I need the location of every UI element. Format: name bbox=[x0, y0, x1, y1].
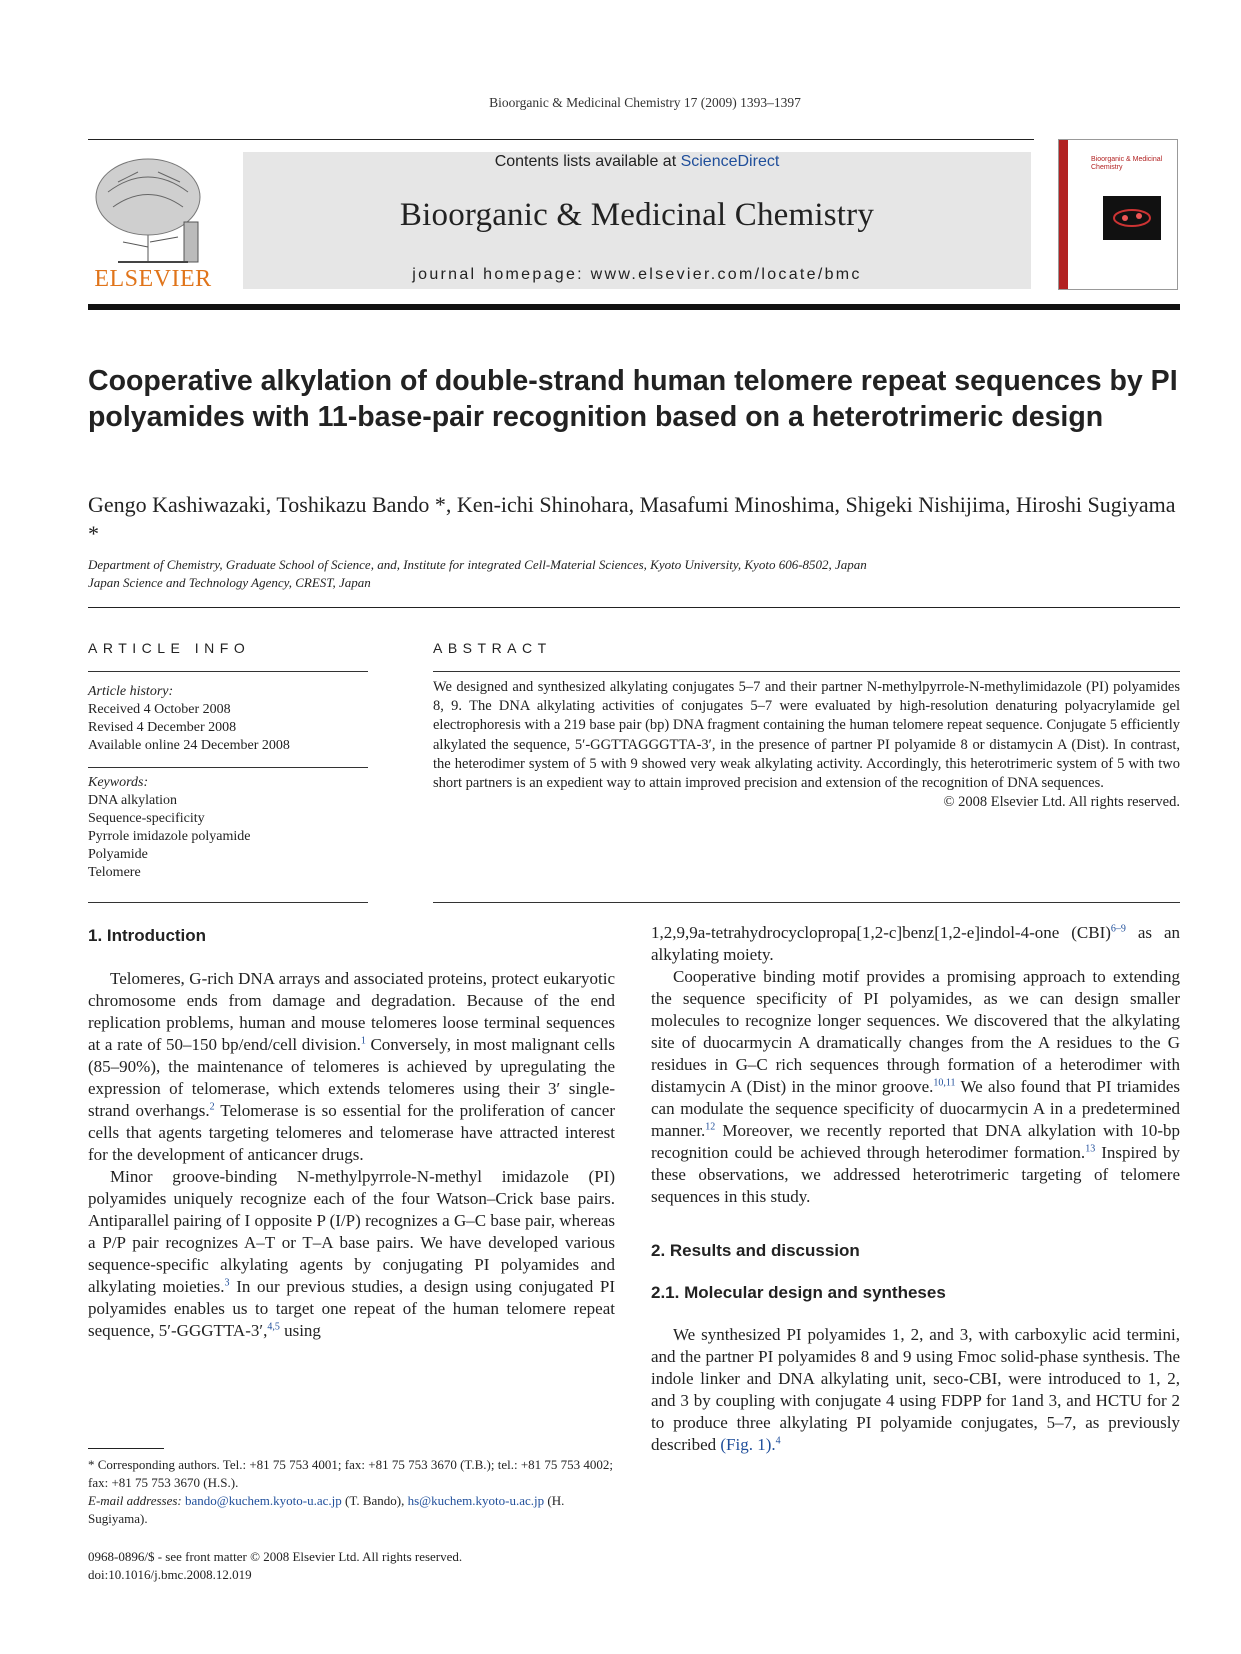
affiliation-1: Department of Chemistry, Graduate School of Science, and, Institute for integrated Cell-Material Sciences, Kyoto University, Kyoto 606-8502, Japan bbox=[88, 557, 867, 572]
journal-title: Bioorganic & Medicinal Chemistry bbox=[399, 197, 875, 233]
intro-paragraph-3: Cooperative binding motif provides a promising approach to extending the sequence specificity of PI polyamides, as we can design smaller molecules to recognize longer sequences. We discovered that the alkylating site of duocarmycin A dramatically changes from the A residues to the G residues in G–C rich sequences through formation of a heterodimer with distamycin A (Dist) in the minor groove.$^{10,11}$ We also found that PI triamides can modulate the sequence specificity of duocarmycin A in a predetermined manner.$^{12}$ Moreover, we recently reported that DNA alkylation with 10-bp recognition could be achieved through heterodimer formation.$^{13}$ Inspired by these observations, we addressed heterotrimeric targeting of telomere sequences in this study. bbox=[651, 967, 1180, 1206]
email-link-sugiyama[interactable]: hs@kuchem.kyoto-u.ac.jp bbox=[407, 1493, 545, 1508]
article-info-heading: ARTICLE INFO bbox=[88, 640, 251, 656]
corresponding-authors: * Corresponding authors. Tel.: +81 75 753 4001; fax: +81 75 753 3670 (T.B.); tel.: +81 75 753 4002; fax: +81 75 753 3670 (H.S.). bbox=[88, 1457, 614, 1490]
ref-link[interactable]: 4,5 bbox=[267, 1321, 280, 1333]
email-link-bando[interactable]: bando@kuchem.kyoto-u.ac.jp bbox=[185, 1493, 342, 1508]
abstract-rule-bottom bbox=[433, 902, 1180, 903]
keyword-item: DNA alkylation bbox=[88, 793, 178, 808]
intro-paragraph-2: Minor groove-binding N-methylpyrrole-N-methyl imidazole (PI) polyamides uniquely recognize each of the four Watson–Crick base pairs. Antiparallel pairing of I opposite P (I/P) recognizes a G–C base pair, whereas a P/P pair recognizes A–T or T–A base pairs. We have developed various sequence-specific alkylating agents by conjugating PI polyamides and alkylating moieties.$^3$ In our previous studies, a design using conjugated PI polyamides enables us to target one repeat of the human telomere repeat sequence, 5′-GGGTTA-3′,$^{4,5}$ using bbox=[88, 1167, 615, 1340]
keyword-item: Pyrrole imidazole polyamide bbox=[88, 829, 251, 844]
keyword-item: Telomere bbox=[88, 865, 141, 880]
figure-1-link[interactable]: (Fig. 1). bbox=[720, 1435, 776, 1454]
sciencedirect-link[interactable]: ScienceDirect bbox=[680, 153, 780, 170]
introduction-heading: 1. Introduction bbox=[88, 926, 207, 945]
author-list: Gengo Kashiwazaki, Toshikazu Bando *, Ken-ichi Shinohara, Masafumi Minoshima, Shigeki Nishijima, Hiroshi Sugiyama * bbox=[88, 492, 1176, 546]
ref-link[interactable]: 4 bbox=[775, 1435, 781, 1447]
header-thick-rule bbox=[88, 304, 1180, 310]
keywords-label: Keywords: bbox=[88, 775, 149, 790]
title-rule bbox=[88, 607, 1180, 608]
email-addresses: E-mail addresses: bando@kuchem.kyoto-u.ac.jp (T. Bando), hs@kuchem.kyoto-u.ac.jp (H. Sugiyama). bbox=[88, 1493, 565, 1526]
footnote-rule bbox=[88, 1448, 164, 1449]
ref-link[interactable]: 3 bbox=[224, 1277, 230, 1289]
intro-paragraph-1: Telomeres, G-rich DNA arrays and associated proteins, protect eukaryotic chromosome ends from damage and degradation. Because of the end replication problems, human and mouse telomeres loose terminal sequences at a rate of 50–150 bp/end/cell division.$^1$ Conversely, in most malignant cells (85–90%), the maintenance of telomeres is achieved by upregulating the expression of telomerase, which extends telomeres using their 3′ single-strand overhangs.$^2$ Telomerase is so essential for the proliferation of cancer cells that agents targeting telomeres and telomerase have attracted interest for the development of anticancer drugs. bbox=[88, 969, 615, 1164]
results-heading: 2. Results and discussion bbox=[651, 1241, 860, 1260]
contents-prefix: Contents lists available at bbox=[494, 153, 681, 170]
keyword-item: Polyamide bbox=[88, 847, 148, 862]
cover-image bbox=[1103, 196, 1161, 240]
header-rule bbox=[88, 139, 1034, 140]
article-title: Cooperative alkylation of double-strand human telomere repeat sequences by PI polyamides with 11-base-pair recognition based on a heterotrimeric design bbox=[88, 365, 1178, 433]
article-info-rule-bottom bbox=[88, 902, 368, 903]
left-column bbox=[88, 968, 615, 1342]
keywords-block bbox=[88, 774, 378, 882]
abstract-heading: ABSTRACT bbox=[433, 640, 552, 656]
affiliation-2: Japan Science and Technology Agency, CREST, Japan bbox=[88, 575, 371, 590]
history-label: Article history: bbox=[88, 684, 174, 699]
article-info-rule-top bbox=[88, 671, 368, 672]
contents-available bbox=[243, 153, 1031, 171]
ref-link[interactable]: 13 bbox=[1085, 1143, 1096, 1155]
abstract-body bbox=[433, 678, 1180, 812]
journal-cover-thumbnail bbox=[1058, 139, 1178, 290]
front-matter bbox=[88, 1548, 788, 1584]
abstract-rule-top bbox=[433, 671, 1180, 672]
cover-band bbox=[1059, 140, 1068, 290]
journal-banner bbox=[243, 152, 1031, 289]
right-column bbox=[651, 922, 1180, 1456]
footnote bbox=[88, 1456, 615, 1528]
received-date: Received 4 October 2008 bbox=[88, 702, 231, 717]
article-history bbox=[88, 683, 378, 755]
ref-link[interactable]: 12 bbox=[705, 1121, 716, 1133]
affiliations bbox=[88, 556, 1188, 592]
molecular-design-heading: 2.1. Molecular design and syntheses bbox=[651, 1283, 946, 1302]
intro-continuation: 1,2,9,9a-tetrahydrocyclopropa[1,2-c]benz[1,2-e]indol-4-one (CBI)$^{6-9}$ as an alkylating moiety. bbox=[651, 923, 1180, 964]
doi-line[interactable]: doi:10.1016/j.bmc.2008.12.019 bbox=[88, 1567, 252, 1582]
cover-title: Bioorganic & Medicinal Chemistry bbox=[1091, 156, 1163, 171]
journal-citation: Bioorganic & Medicinal Chemistry 17 (2009) 1393–1397 bbox=[489, 95, 801, 110]
synthesis-paragraph: We synthesized PI polyamides 1, 2, and 3, with carboxylic acid termini, and the partner PI polyamides 8 and 9 using Fmoc solid-phase synthesis. The indole linker and DNA alkylating unit, seco-CBI, were introduced to 1, 2, and 3 by coupling with conjugate 4 using FDPP for 1and 3, and HCTU for 2 to produce three alkylating PI polyamide conjugates, 5–7, as previously described (Fig. 1).$^4$ bbox=[651, 1325, 1180, 1454]
abstract-copyright: © 2008 Elsevier Ltd. All rights reserved. bbox=[943, 794, 1180, 811]
keyword-item: Sequence-specificity bbox=[88, 811, 205, 826]
issn-line: 0968-0896/$ - see front matter © 2008 Elsevier Ltd. All rights reserved. bbox=[88, 1549, 463, 1564]
online-date: Available online 24 December 2008 bbox=[88, 738, 290, 753]
ref-link[interactable]: 1 bbox=[360, 1035, 366, 1047]
revised-date: Revised 4 December 2008 bbox=[88, 720, 237, 735]
article-info-rule-mid bbox=[88, 767, 368, 768]
elsevier-wordmark: ELSEVIER bbox=[94, 266, 212, 292]
journal-homepage[interactable]: journal homepage: www.elsevier.com/locate/bmc bbox=[412, 266, 862, 283]
ref-link[interactable]: 6–9 bbox=[1110, 923, 1126, 935]
ref-link[interactable]: 2 bbox=[209, 1101, 215, 1113]
abstract-text: We designed and synthesized alkylating conjugates 5–7 and their partner N-methylpyrrole-N-methylimidazole (PI) polyamides 8, 9. The DNA alkylating activities of conjugates 5–7 were evaluated by high-resolution denaturing polyacrylamide gel electrophoresis with a 219 base pair (bp) DNA fragment containing the human telomere repeat sequence. Conjugate 5 efficiently alkylated the sequence, 5′-GGTTAGGGTTA-3′, in the presence of partner PI polyamide 8 or distamycin A (Dist). In contrast, the heterodimer system of 5 with 9 showed very weak alkylating activity. Accordingly, this heterotrimeric system of 5 with two short partners is an expedient way to attain improved precision and extension of the recognition of DNA sequences. bbox=[433, 679, 1180, 792]
ref-link[interactable]: 10,11 bbox=[933, 1077, 956, 1089]
